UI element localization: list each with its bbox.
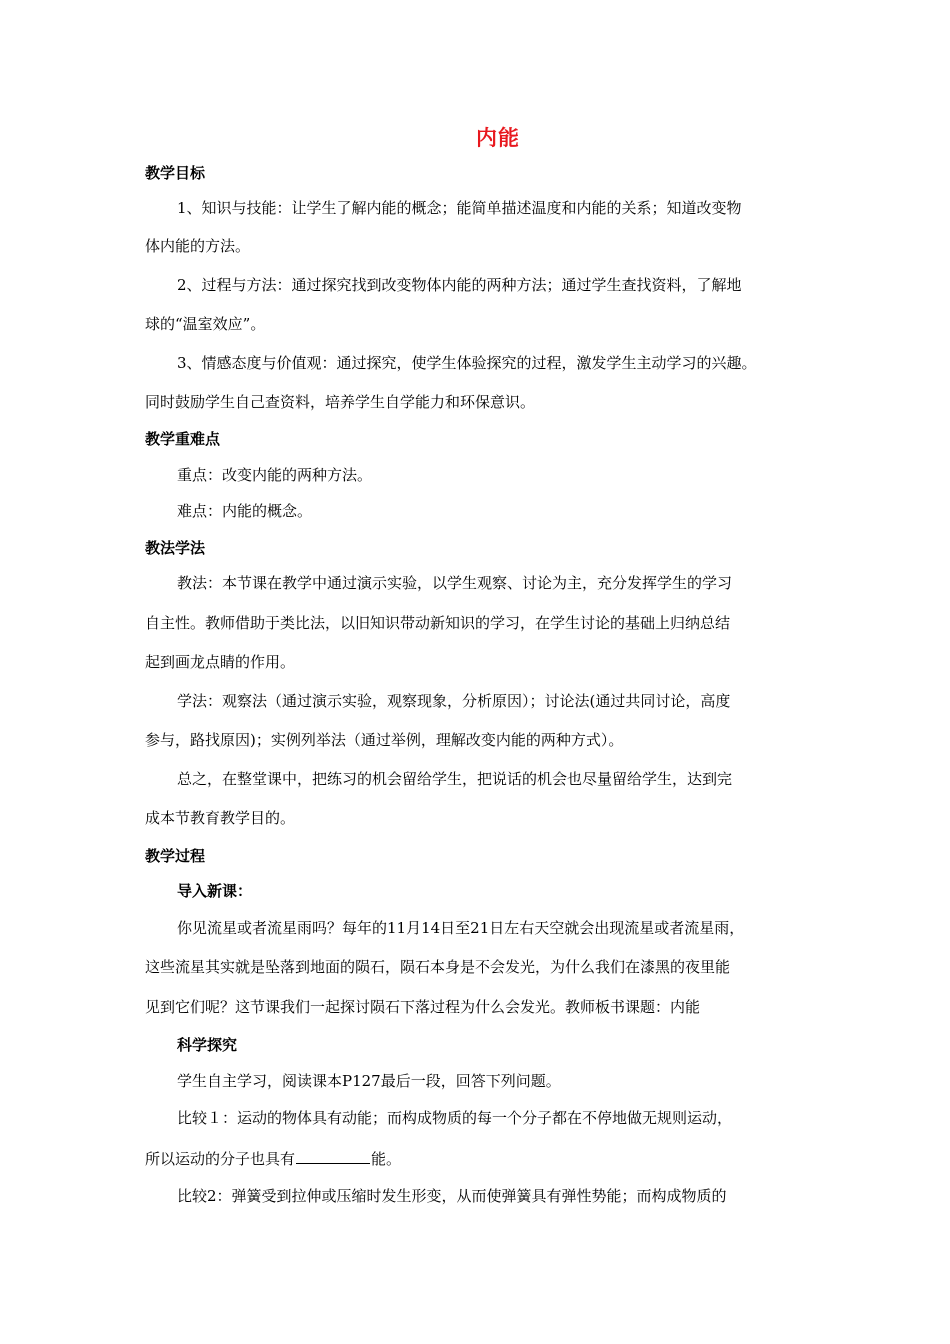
goal-1-line-1: 1、知识与技能：让学生了解内能的概念；能简单描述温度和内能的关系；知道改变物	[177, 199, 742, 217]
compare-1-prefix: 所以运动的分子也具有	[145, 1150, 296, 1168]
teaching-method-line-3: 起到画龙点睛的作用。	[145, 653, 296, 671]
learning-method-line-1: 学法：观察法（通过演示实验，观察现象，分析原因）；讨论法(通过共同讨论，高度	[177, 692, 731, 710]
intro-line-2: 这些流星其实就是坠落到地面的陨石，陨石本身是不会发光，为什么我们在漆黑的夜里能	[145, 958, 731, 976]
teaching-method-line-2: 自主性。教师借助于类比法，以旧知识带动新知识的学习，在学生讨论的基础上归纳总结	[145, 614, 731, 632]
teaching-method-line-1: 教法：本节课在教学中通过演示实验，以学生观察、讨论为主，充分发挥学生的学习	[177, 574, 733, 592]
compare-2-line-1: 比较2：弹簧受到拉伸或压缩时发生形变，从而使弹簧具有弹性势能；而构成物质的	[177, 1187, 727, 1205]
goal-2-line-1: 2、过程与方法：通过探究找到改变物体内能的两种方法；通过学生查找资料，了解地	[177, 276, 742, 294]
document-title: 内能	[476, 126, 520, 150]
section-heading-methods: 教法学法	[145, 539, 206, 557]
subheading-intro: 导入新课：	[177, 882, 253, 900]
compare-1-line-1: 比较１：运动的物体具有动能；而构成物质的每一个分子都在不停地做无规则运动，	[177, 1109, 733, 1127]
subheading-inquiry: 科学探究	[177, 1036, 238, 1054]
intro-line-1: 你见流星或者流星雨吗？每年的11月14日至21日左右天空就会出现流星或者流星雨，	[177, 919, 745, 937]
summary-line-1: 总之，在整堂课中，把练习的机会留给学生，把说话的机会也尽量留给学生，达到完	[177, 770, 733, 788]
fill-in-blank[interactable]	[296, 1148, 370, 1164]
section-heading-process: 教学过程	[145, 847, 206, 865]
compare-1-suffix: 能。	[371, 1150, 402, 1168]
summary-line-2: 成本节教育教学目的。	[145, 809, 296, 827]
key-point-line: 重点：改变内能的两种方法。	[177, 466, 373, 484]
section-heading-goals: 教学目标	[145, 164, 206, 182]
inquiry-line: 学生自主学习，阅读课本P127最后一段，回答下列问题。	[177, 1072, 561, 1090]
goal-2-line-2: 球的“温室效应”。	[145, 315, 266, 333]
goal-3-line-1: 3、情感态度与价值观：通过探究，使学生体验探究的过程，激发学生主动学习的兴趣。	[177, 354, 757, 372]
goal-1-line-2: 体内能的方法。	[145, 237, 251, 255]
difficulty-line: 难点：内能的概念。	[177, 502, 313, 520]
section-heading-key-points: 教学重难点	[145, 430, 221, 448]
learning-method-line-2: 参与，路找原因)；实例列举法（通过举例，理解改变内能的两种方式）。	[145, 731, 624, 749]
compare-1-line-2	[145, 1148, 401, 1169]
goal-3-line-2: 同时鼓励学生自己查资料，培养学生自学能力和环保意识。	[145, 393, 536, 411]
intro-line-3: 见到它们呢？这节课我们一起探讨陨石下落过程为什么会发光。教师板书课题：内能	[145, 998, 701, 1016]
